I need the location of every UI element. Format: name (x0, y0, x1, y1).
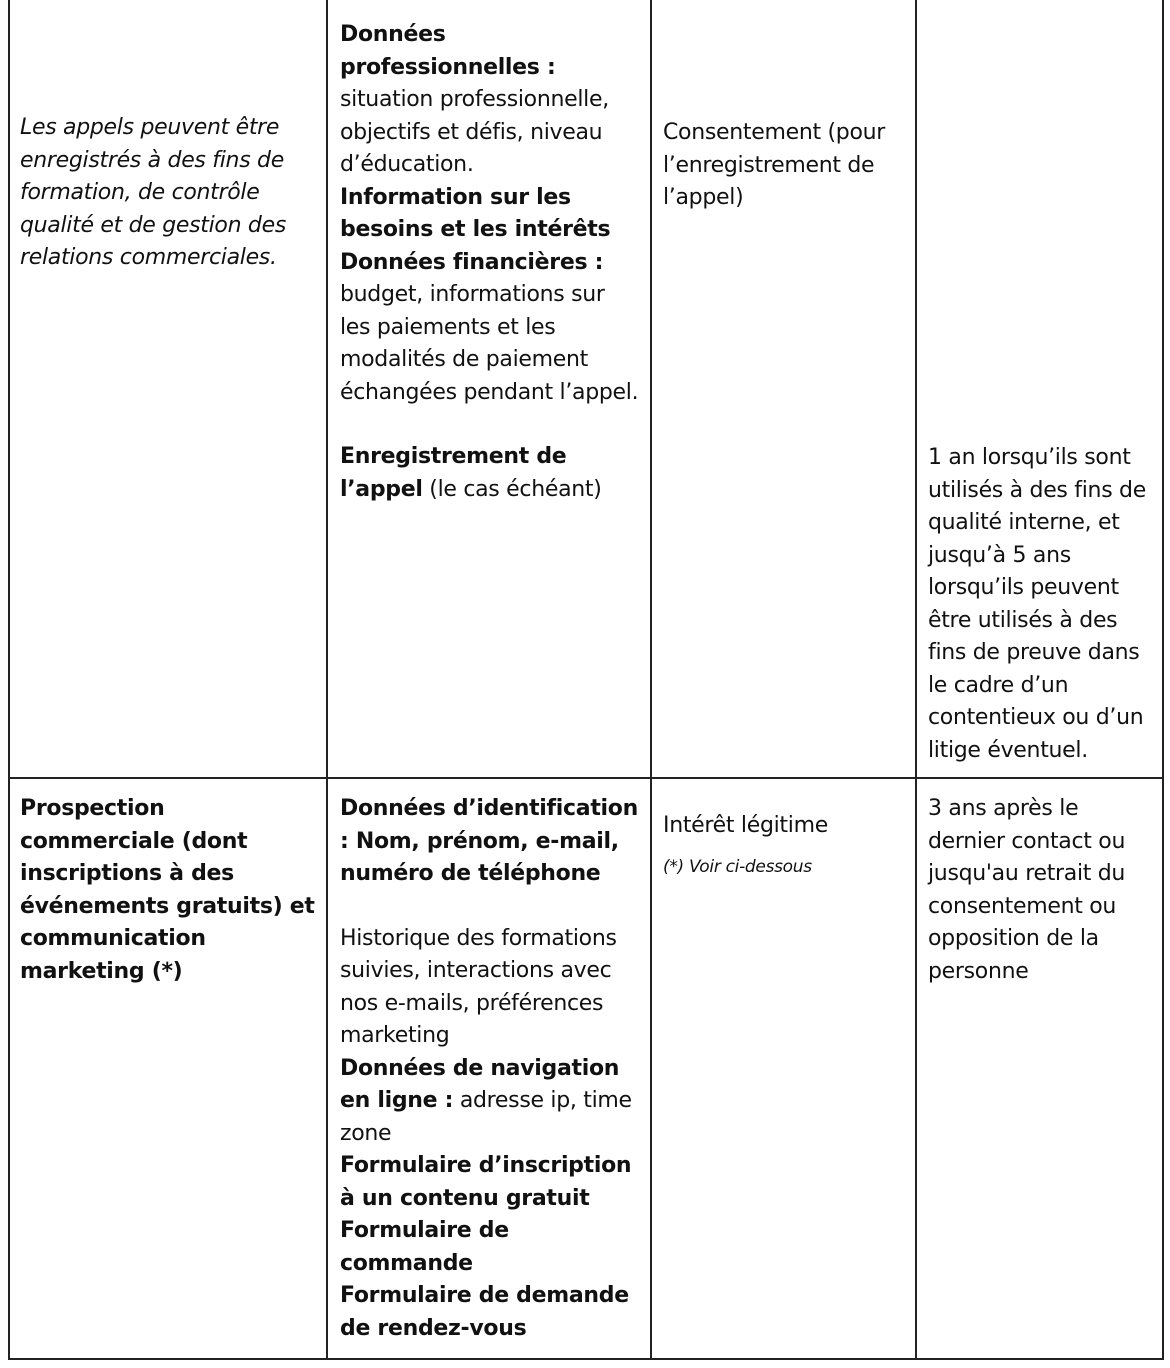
row2-basis-text: Intérêt légitime (663, 813, 828, 838)
row2-basis-cell (663, 810, 908, 879)
row2-data-cell (340, 793, 642, 1345)
table-border-right (1162, 0, 1164, 1360)
row1-fin-title: Données financières : (340, 249, 604, 275)
row2-nav-title: Données de navigation en ligne : (340, 1055, 620, 1113)
row1-rec-title: Enregistrement de l’appel (340, 444, 567, 502)
column-divider-2 (650, 0, 652, 1360)
row1-pro-text: situation professionnelle, objectifs et défis, niveau d’éducation. (340, 87, 609, 177)
row2-nav-paragraph (340, 1053, 642, 1151)
column-divider-3 (915, 0, 917, 1360)
row2-id-title: Données d’identification : Nom, prénom, e-mail, numéro de téléphone (340, 796, 638, 886)
row-divider (8, 777, 1164, 779)
row1-purpose-text: Les appels peuvent être enregistrés à des fins de formation, de contrôle qualité et de gestion des relations commerciales. (20, 115, 286, 270)
row1-pro-title: Données professionnelles : (340, 22, 556, 80)
row2-purpose-text: Prospection commerciale (dont inscriptions à des événements gratuits) et communication marketing (*) (20, 796, 315, 984)
row2-retention-cell (928, 793, 1158, 988)
row2-purpose-cell (20, 793, 316, 988)
row1-rec-paragraph (340, 441, 640, 506)
row1-rec-text: (le cas échéant) (422, 476, 602, 502)
row1-purpose-cell (20, 112, 312, 275)
row1-data-cell (340, 19, 640, 506)
row1-needs-title: Information sur les besoins et les intérêts (340, 184, 611, 242)
row2-nav-text: adresse ip, time zone (340, 1088, 632, 1146)
row2-basis-note: (*) Voir ci-dessous (663, 856, 812, 877)
row1-basis-text: Consentement (pour l’enregistrement de l’appel) (663, 120, 885, 210)
row2-form-inscription: Formulaire d’inscription à un contenu gratuit (340, 1153, 632, 1211)
row2-retention-text: 3 ans après le dernier contact ou jusqu'au retrait du consentement ou opposition de la personne (928, 796, 1126, 984)
row1-retention-cell (928, 442, 1158, 767)
row1-basis-cell (663, 117, 908, 215)
row1-retention-text: 1 an lorsqu’ils sont utilisés à des fins de qualité interne, et jusqu’à 5 ans lorsqu’ils peuvent être utilisés à des fins de preuve dans le cadre d’un contentieux ou d’un litige éventuel. (928, 445, 1146, 763)
row2-form-commande: Formulaire de commande (340, 1218, 509, 1276)
row2-history-text: Historique des formations suivies, interactions avec nos e-mails, préférences marketing (340, 925, 617, 1048)
row2-form-rdv: Formulaire de demande de rendez-vous (340, 1283, 629, 1341)
table-border-bottom (8, 1358, 1164, 1360)
column-divider-1 (326, 0, 328, 1360)
row1-fin-text: budget, informations sur les paiements et les modalités de paiement échangées pendant l’appel. (340, 282, 639, 405)
table-border-left (8, 0, 10, 1360)
